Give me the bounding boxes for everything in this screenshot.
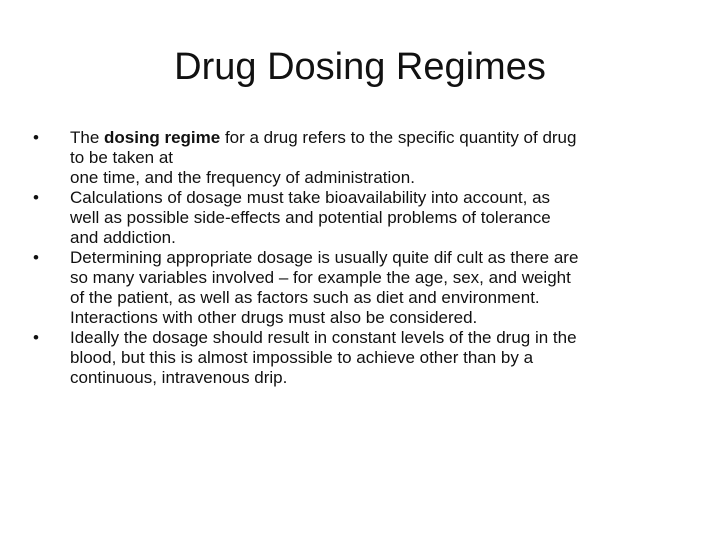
bullet-dot-icon: • <box>33 188 39 207</box>
bullet-text-line: one time, and the frequency of administration. <box>70 168 415 187</box>
bullet-text-line: Calculations of dosage must take bioavailability into account, as <box>70 188 551 207</box>
bullet-text-line: of the patient, as well as factors such as diet and environment. <box>70 288 540 307</box>
slide-title: Drug Dosing Regimes <box>174 46 546 88</box>
bullet-text-line: continuous, intravenous drip. <box>70 368 288 387</box>
bullet-item-dosing-regime <box>26 128 690 188</box>
bullet-text-line: and addiction. <box>70 228 176 247</box>
bullet-item-calculations <box>26 188 690 248</box>
text-run: for a drug refers to the specific quantity of drug <box>220 128 577 147</box>
bullet-text-line: Determining appropriate dosage is usually quite dif cult as there are <box>70 248 579 267</box>
bullet-text-line: to be taken at <box>70 148 174 167</box>
bold-term: dosing regime <box>104 128 221 147</box>
bullet-text-line: Interactions with other drugs must also be considered. <box>70 308 478 327</box>
bullet-text-line: Ideally the dosage should result in constant levels of the drug in the <box>70 328 577 347</box>
bullet-text-line: blood, but this is almost impossible to achieve other than by a <box>70 348 534 367</box>
bullet-text-line: well as possible side-effects and potential problems of tolerance <box>70 208 551 227</box>
bullet-dot-icon: • <box>33 248 39 267</box>
bullet-dot-icon: • <box>33 328 39 347</box>
bullet-text-line <box>70 128 690 148</box>
text-run: The <box>70 128 105 147</box>
bullet-item-determining-dosage <box>26 248 690 328</box>
bullet-item-ideal-dosage <box>26 328 690 388</box>
bullet-dot-icon: • <box>33 128 39 147</box>
bullet-list <box>26 128 690 388</box>
bullet-text-line: so many variables involved – for example the age, sex, and weight <box>70 268 571 287</box>
